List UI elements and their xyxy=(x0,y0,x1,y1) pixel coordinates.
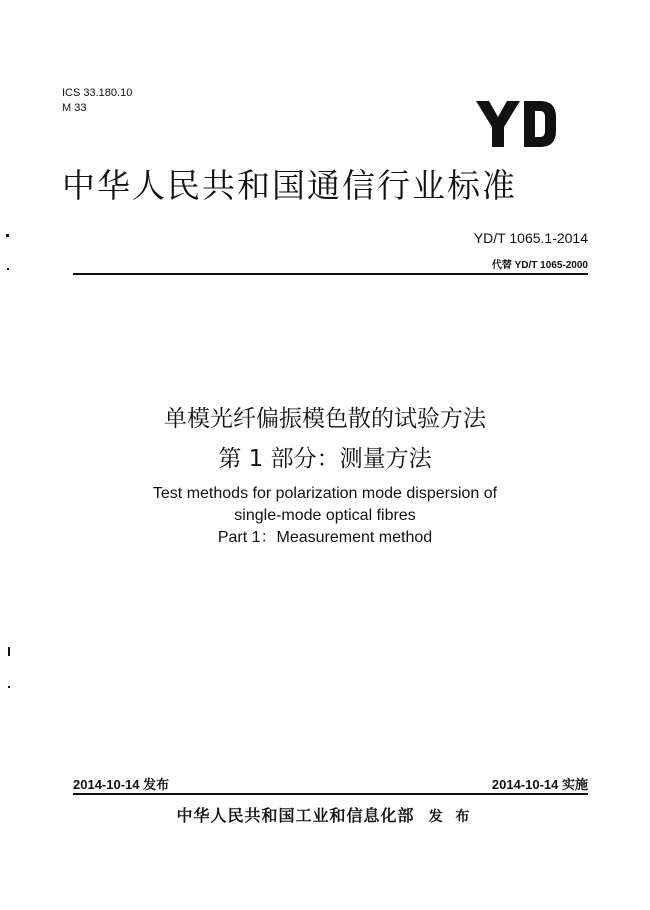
scan-speck xyxy=(7,268,9,270)
english-title-line-1: Test methods for polarization mode dispersion of xyxy=(152,485,498,502)
industry-standard-title: 中华人民共和国通信行业标准 xyxy=(62,166,517,205)
footer-divider xyxy=(73,793,588,795)
english-title-line-3: Part 1：Measurement method xyxy=(217,529,433,546)
standard-number: YD/T 1065.1-2014 xyxy=(473,230,588,246)
issue-date: 2014-10-14 发布 xyxy=(73,777,170,792)
implementation-date: 2014-10-14 实施 xyxy=(491,777,588,792)
issuer-name: 中华人民共和国工业和信息化部 xyxy=(176,806,415,825)
yd-logo-d xyxy=(524,101,556,147)
ccs-code: M 33 xyxy=(62,102,87,114)
scan-speck xyxy=(8,686,10,688)
scan-speck xyxy=(6,234,9,237)
chinese-title-line-2: 第 1 部分：测量方法 xyxy=(218,446,432,472)
issuing-authority xyxy=(0,803,650,826)
english-title-line-2: single-mode optical fibres xyxy=(234,507,416,524)
header-divider xyxy=(73,273,588,275)
yd-logo xyxy=(476,99,556,149)
issuer-verb: 发 布 xyxy=(428,809,474,825)
chinese-title-line-1: 单模光纤偏振模色散的试验方法 xyxy=(164,406,486,432)
ics-code: ICS 33.180.10 xyxy=(62,87,133,99)
yd-logo-y xyxy=(476,101,520,147)
scan-speck xyxy=(8,647,10,656)
replaces-standard: 代替 YD/T 1065-2000 xyxy=(491,260,588,271)
classification-block xyxy=(62,86,132,116)
